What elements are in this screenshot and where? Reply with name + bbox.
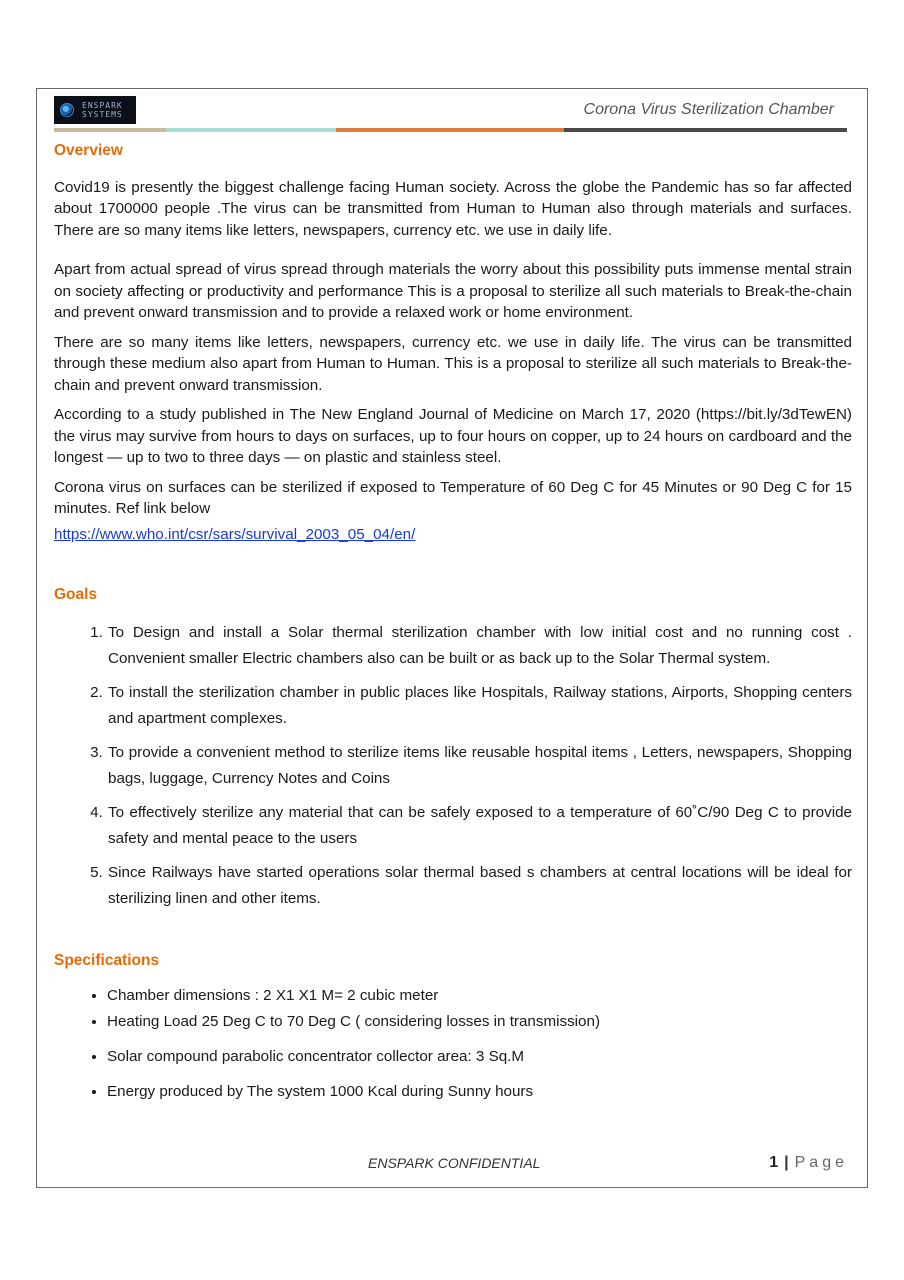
header-rule-segment-2 [166,128,336,132]
logo-line-2: SYSTEMS [82,110,123,119]
logo-text [82,101,123,119]
goals-list [54,620,852,912]
document-title: Corona Virus Sterilization Chamber [583,101,834,118]
overview-paragraph-4: According to a study published in The New England Journal of Medicine on March 17, 2020 (https://bit.ly/3dTewEN) the virus may survive from hours to days on surfaces, up to four hours on copper, up to 24 hours on cardboard and the longest — up to two to three days — on plastic and stainless steel. [54,406,852,466]
spec-item: • Solar compound parabolic concentrator collector area: 3 Sq.M [107,1046,852,1067]
header-rule-segment-3 [336,128,564,132]
header-rule-segment-4 [564,128,847,132]
footer-page-number [769,1154,848,1172]
overview-paragraph-1: Covid19 is presently the biggest challenge facing Human society. Across the globe the Pandemic has so far affected about 1700000 people .The virus can be transmitted from Human to Human also through materials and surfaces. There are so many items like letters, newspapers, currency etc. we use in daily life. [54,178,852,239]
overview-paragraph-3: There are so many items like letters, newspapers, currency etc. we use in daily life. The virus can be transmitted through these medium also apart from Human to Human. This is a proposal to sterilize all such materials to Break-the-chain and prevent onward transmission. [54,333,852,394]
reference-link-row [54,524,852,546]
who-reference-link[interactable]: https://www.who.int/csr/sars/survival_2003_05_04/en/ [54,525,416,543]
page-number: 1 [769,1154,779,1171]
document-body [54,140,852,1102]
goal-item: 5. Since Railways have started operations solar thermal based s chambers at central locations will be ideal for sterilizing linen and other items. [107,860,852,912]
spec-item: • Heating Load 25 Deg C to 70 Deg C ( considering losses in transmission) [107,1011,852,1032]
specifications-heading: Specifications [54,951,160,969]
goal-item: 3. To provide a convenient method to sterilize items like reusable hospital items , Letters, newspapers, Shopping bags, luggage, Currency Notes and Coins [107,740,852,792]
goal-item: 4. To effectively sterilize any material that can be safely exposed to a temperature of 60˚C/90 Deg C to provide safety and mental peace to the users [107,800,852,852]
header-rule-segment-1 [54,128,166,132]
goal-item: 1. To Design and install a Solar thermal sterilization chamber with low initial cost and no running cost . Convenient smaller Electric chambers also can be built or as back up to the Solar Thermal system. [107,620,852,672]
goals-heading: Goals [54,586,98,603]
overview-heading: Overview [54,142,123,159]
overview-paragraph-5: Corona virus on surfaces can be sterilized if exposed to Temperature of 60 Deg C for 45 Minutes or 90 Deg C for 15 minutes. Ref link below [54,478,852,517]
logo-globe-icon [60,103,74,117]
overview-paragraph-2: Apart from actual spread of virus spread through materials the worry about this possibility puts immense mental strain on society affecting or productivity and performance This is a proposal to sterilize all such materials to Break-the-chain and prevent onward transmission and to provide a relaxed work or home environment. [54,261,852,321]
spec-item: • Chamber dimensions : 2 X1 X1 M= 2 cubic meter [107,985,852,1006]
specifications-list [54,985,852,1102]
footer-confidential: ENSPARK CONFIDENTIAL [368,1155,541,1171]
company-logo [54,96,136,124]
page-word: Page [794,1154,848,1171]
goal-item: 2. To install the sterilization chamber in public places like Hospitals, Railway stations, Airports, Shopping centers and apartment complexes. [107,680,852,732]
logo-line-1: ENSPARK [82,101,123,110]
spec-item: • Energy produced by The system 1000 Kcal during Sunny hours [107,1081,852,1102]
page-separator: | [784,1154,789,1171]
